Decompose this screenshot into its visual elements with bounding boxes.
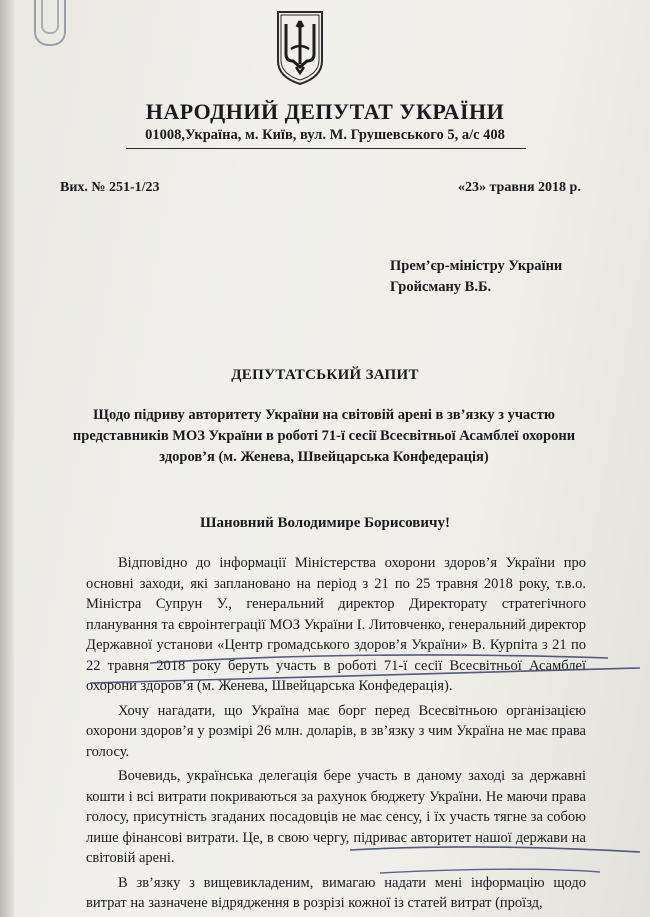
sender-address: 01008,Україна, м. Київ, вул. М. Грушевського 5, а/с 408 <box>145 127 505 143</box>
paperclip-inner <box>41 0 59 34</box>
salutation: Шановний Володимире Борисовичу! <box>199 515 451 531</box>
body-paragraph-2: Хочу нагадати, що Україна має борг перед Всесвітньою організацією охорони здоров’я у розмірі 26 млн. доларів, в зв’язку з чим Україна не має права голосу. <box>86 702 586 760</box>
trident-coat-of-arms-icon <box>275 9 325 86</box>
document-subject: Щодо підриву авторитету України на світовій арені в зв’язку з участю представників МОЗ України в роботі 71-ї сесії Всесвітньої Асамблеї охорони здоров’я (м. Женева, Швейцарська Конфедерація) <box>72 407 576 465</box>
sender-title: НАРОДНИЙ ДЕПУТАТ УКРАЇНИ <box>145 99 505 124</box>
letter-body <box>86 553 586 917</box>
body-paragraph-3: Вочевидь, українська делегація бере участь в даному заході за державні кошти і всі витрати покриваються за рахунок бюджету України. Не маючи права голосу, присутність згаданих посадовців не має сенсу, і їх участь тягне за собою лише фінансові витрати. Це, в свою чергу, підриває авторитет нашої держави на світовій арені. <box>86 768 586 866</box>
header-divider <box>126 148 526 149</box>
recipient-position: Прем’єр-міністру України <box>390 258 563 274</box>
outgoing-number: Вих. № 251-1/23 <box>60 180 160 195</box>
body-paragraph-4: В зв’язку з вищевикладеним, вимагаю надати мені інформацію щодо витрат на зазначене відрядження в розрізі кожної із статей витрат (проїзд, <box>86 874 586 911</box>
document-title: ДЕПУТАТСЬКИЙ ЗАПИТ <box>231 367 419 383</box>
body-paragraph-1: Відповідно до інформації Міністерства охорони здоров’я України про основні заходи, які заплановано на період з 21 по 25 травня 2018 року, т.в.о. Міністра Супрун У., генеральний директор Директорату стратегічного планування та євроінтеграції МОЗ України І. Литовченко, генеральний директор Державної установи «Центр громадського здоров’я України» В. Курпіта з 21 по 22 травня 2018 року беруть участь в роботі 71-ї сесії Всесвітньої Асамблеї охорони здоров’я (м. Женева, Швейцарська Конфедерація). <box>86 555 586 694</box>
document-date: «23» травня 2018 р. <box>458 180 581 195</box>
recipient-name: Гройсману В.Б. <box>390 279 492 295</box>
